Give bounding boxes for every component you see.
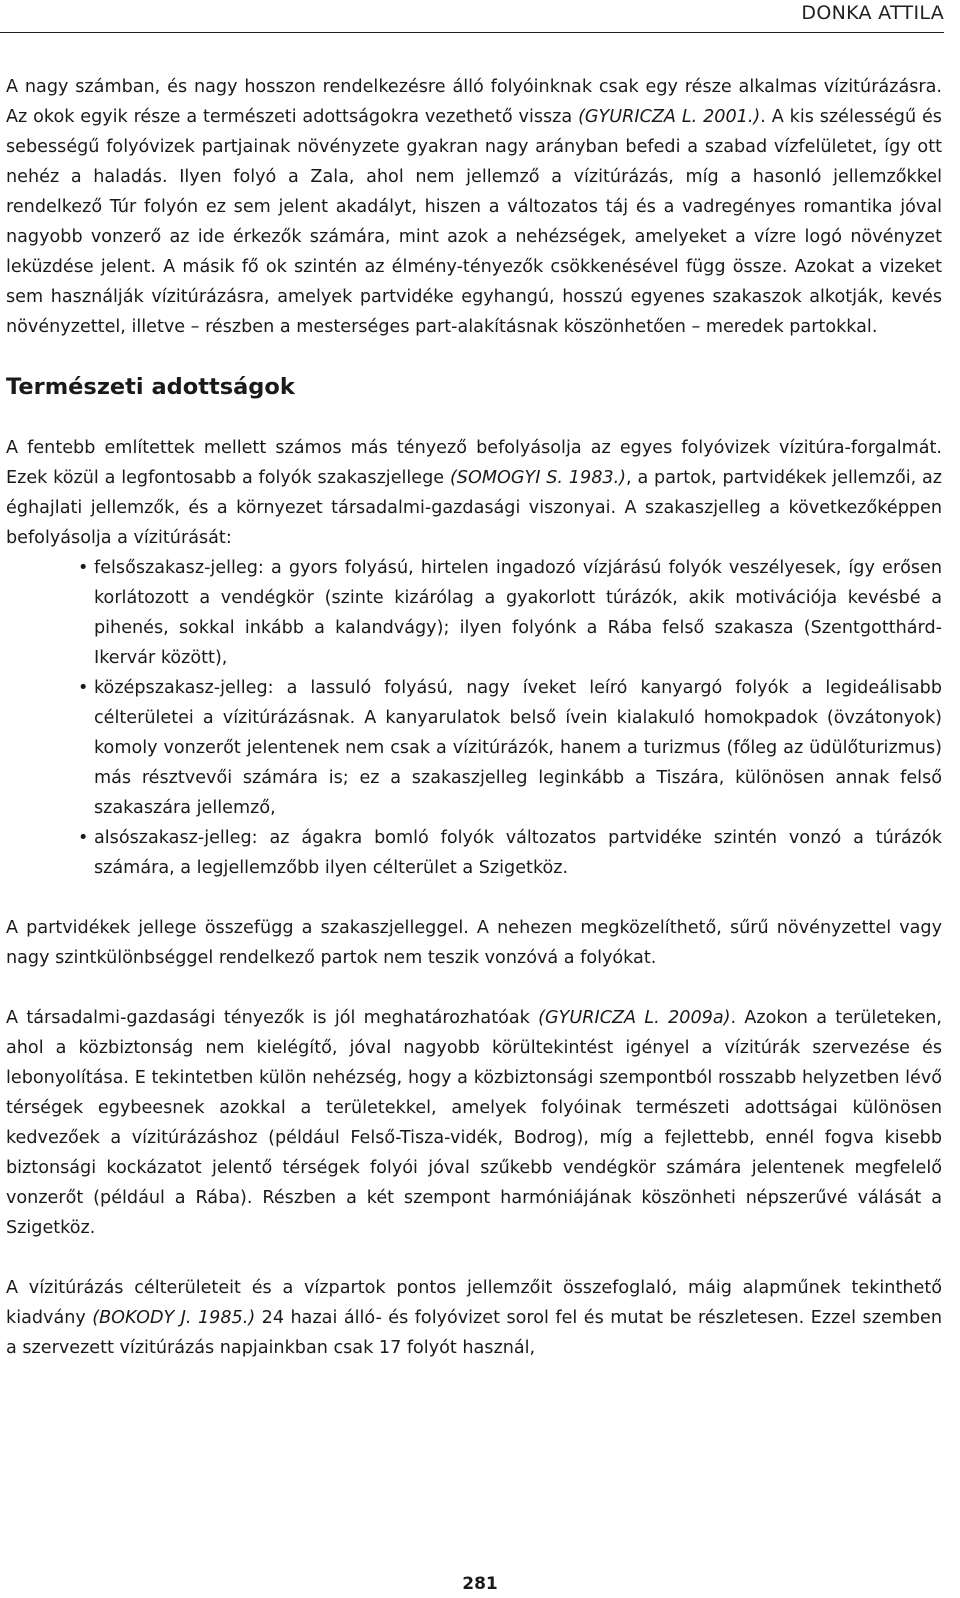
bullet-icon: •: [78, 828, 89, 848]
paragraph-intro: [6, 72, 942, 342]
section-type-list: [6, 553, 942, 883]
paragraph-text: . Azokon a területeken, ahol a közbiztonság nem kielégítő, jóval nagyobb körültekintést igényel a vízitúrák szervezése és lebonyolítása. E tekintetben külön nehézség, hogy a közbiztonsági szempontból rosszabb helyzetben lévő térségek egybeesnek azokkal a területekkel, amelyek folyóinak természeti adottságai különösen kedvezőek a vízitúrázáshoz (például Felső-Tisza-vidék, Bodrog), míg a fejlettebb, ennél fogva kisebb biztonsági kockázatot jelentő térségek folyói jóval szűkebb vendégkör számára jelentenek megfelelő vonzerőt (például a Rába). Részben a két szempont harmóniájának köszönheti népszerűvé válását a Szigetköz.: [6, 1008, 942, 1238]
paragraph-text: A vízitúrázás célterületeit és a vízpartok pontos jellemzőit összefoglaló, máig alapműnek tekinthető kiadvány: [6, 1278, 942, 1328]
paragraph-text: , a partok, partvidékek jellemzői, az éghajlati jellemzők, és a környezet társadalmi-gazdasági viszonyai. A szakaszjelleg a következőképpen befolyásolja a vízitúrását:: [6, 468, 943, 548]
page-body: [6, 72, 942, 1363]
list-item-text: felsőszakasz-jelleg: a gyors folyású, hirtelen ingadozó vízjárású folyók veszélyesek, így erősen korlátozott a vendégkör (szinte kizárólag a gyakorlott túrázók, akik motivációja kevésbé a pihenés, sokkal inkább a kalandvágy); ilyen folyónk a Rába felső szakasza (Szentgotthárd-Ikervár között),: [94, 558, 942, 668]
list-item: [6, 823, 942, 883]
bullet-icon: •: [78, 558, 89, 578]
citation: (GYURICZA L. 2009a): [538, 1008, 731, 1028]
paragraph-factors: [6, 433, 942, 553]
page-number: 281: [462, 1574, 498, 1594]
citation: (BOKODY J. 1985.): [92, 1308, 256, 1328]
running-head: DONKA ATTILA: [801, 2, 944, 24]
list-item: [6, 553, 942, 673]
citation: (GYURICZA L. 2001.): [578, 107, 761, 127]
header-rule: [0, 32, 944, 33]
paragraph-text: A társadalmi-gazdasági tényezők is jól meghatározhatóak: [6, 1008, 539, 1028]
list-item-text: alsószakasz-jelleg: az ágakra bomló folyók változatos partvidéke szintén vonzó a túrázók számára, a legjellemzőbb ilyen célterület a Szigetköz.: [94, 828, 942, 878]
paragraph-text: . A kis szélességű és sebességű folyóvizek partjainak növényzete gyakran nagy arányban befedi a szabad vízfelületet, így ott nehéz a haladás. Ilyen folyó a Zala, ahol nem jellemző a vízitúrázás, míg a hasonló jellemzőkkel rendelkező Túr folyón ez sem jelent akadályt, hiszen a változatos táj és a vadregényes romantika jóval nagyobb vonzerő az ide érkezők számára, mint azok a nehézségek, amelyeket a vízre logó növényzet leküzdése jelent. A másik fő ok szintén az élmény-tényezők csökkenésével függ össze. Azokat a vizeket sem használják vízitúrázásra, amelyek partvidéke egyhangú, hosszú egyenes szakaszok alkotják, kevés növényzettel, illetve – részben a mesterséges part-alakításnak köszönhetően – meredek partokkal.: [6, 107, 942, 337]
paragraph-destinations: [6, 1273, 942, 1363]
paragraph-text: 24 hazai álló- és folyóvizet sorol fel és mutat be részletesen. Ezzel szemben a szervezett vízitúrázás napjainkban csak 17 folyót használ,: [6, 1308, 942, 1358]
paragraph-riverbanks: A partvidékek jellege összefügg a szakaszjelleggel. A nehezen megközelíthető, sűrű növényzettel vagy nagy szintkülönbséggel rendelkező partok nem teszik vonzóvá a folyókat.: [6, 918, 942, 968]
list-item: [6, 673, 942, 823]
paragraph-text: A nagy számban, és nagy hosszon rendelkezésre álló folyóinknak csak egy része alkalmas vízitúrázásra. Az okok egyik része a természeti adottságokra vezethető vissza: [6, 77, 942, 127]
list-item-text: középszakasz-jelleg: a lassuló folyású, nagy íveket leíró kanyargó folyók a legideálisabb célterületei a vízitúrázásnak. A kanyarulatok belső ívein kialakuló homokpadok (övzátonyok) komoly vonzerőt jelentenek nem csak a vízitúrázók, hanem a turizmus (főleg az üdülőturizmus) más résztvevői számára is; ez a szakaszjelleg leginkább a Tiszára, különösen annak felső szakaszára jellemző,: [94, 678, 942, 818]
paragraph-socioeconomic: [6, 1003, 942, 1243]
paragraph-text: A fentebb említettek mellett számos más tényező befolyásolja az egyes folyóvizek vízitúra-forgalmát. Ezek közül a legfontosabb a folyók szakaszjellege: [6, 438, 942, 488]
citation: (SOMOGYI S. 1983.): [449, 468, 627, 488]
section-heading: Természeti adottságok: [6, 374, 295, 400]
bullet-icon: •: [78, 678, 89, 698]
